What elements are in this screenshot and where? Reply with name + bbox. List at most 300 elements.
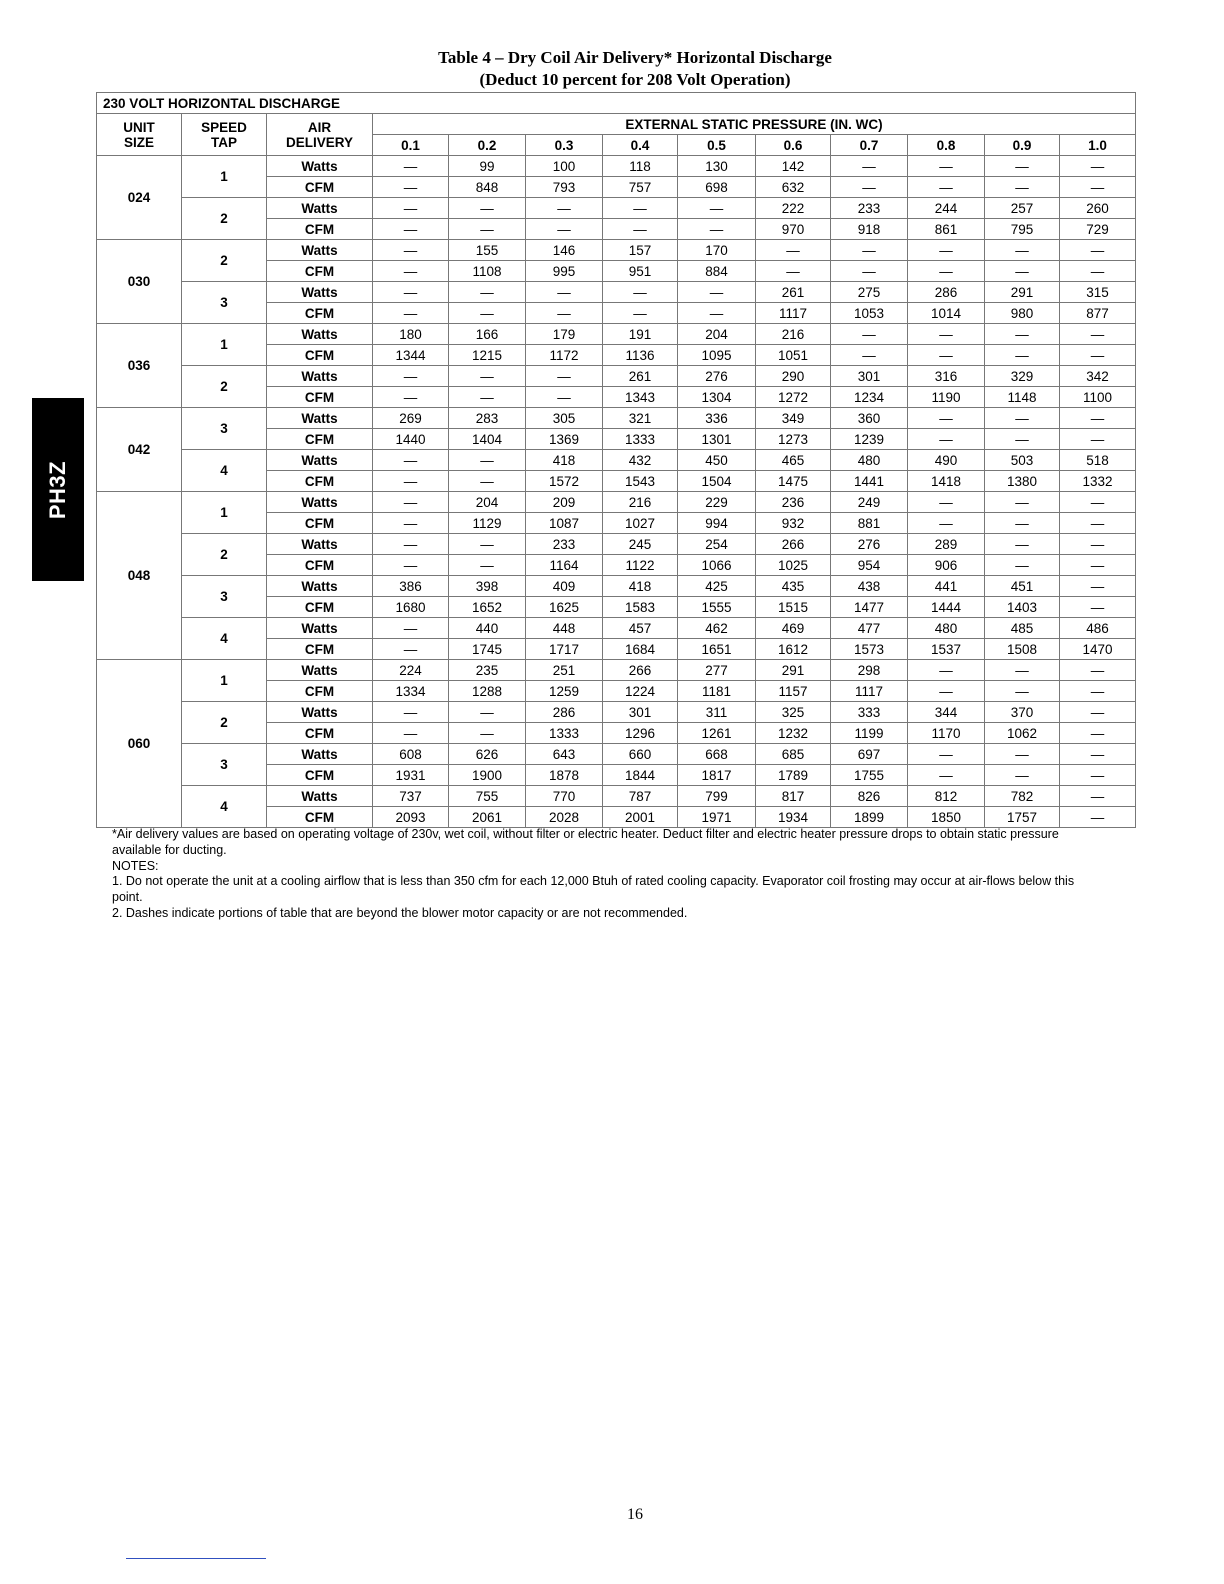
watts-value-cell: —	[831, 156, 908, 177]
cfm-value-cell: 1444	[908, 597, 985, 618]
watts-value-cell: 276	[831, 534, 908, 555]
cfm-value-cell: —	[373, 471, 449, 492]
watts-value-cell: —	[373, 492, 449, 513]
cfm-value-cell: —	[908, 177, 985, 198]
watts-value-cell: 485	[985, 618, 1060, 639]
cfm-value-cell: 1403	[985, 597, 1060, 618]
watts-value-cell: 441	[908, 576, 985, 597]
watts-label-cell: Watts	[267, 744, 373, 765]
table-row	[97, 786, 1136, 807]
watts-label-cell: Watts	[267, 618, 373, 639]
watts-value-cell: —	[373, 366, 449, 387]
watts-value-cell: 787	[603, 786, 678, 807]
cfm-value-cell: 1122	[603, 555, 678, 576]
watts-value-cell: —	[526, 198, 603, 219]
cfm-value-cell: —	[1060, 345, 1136, 366]
watts-value-cell: 266	[756, 534, 831, 555]
watts-value-cell: 668	[678, 744, 756, 765]
cfm-value-cell: 1612	[756, 639, 831, 660]
cfm-value-cell: 1931	[373, 765, 449, 786]
watts-value-cell: 155	[449, 240, 526, 261]
cfm-value-cell: 2093	[373, 807, 449, 828]
watts-value-cell: 170	[678, 240, 756, 261]
watts-value-cell: —	[373, 282, 449, 303]
unit-size-cell: 060	[97, 660, 182, 828]
watts-value-cell: 398	[449, 576, 526, 597]
cfm-value-cell: —	[908, 429, 985, 450]
cfm-value-cell: —	[831, 345, 908, 366]
notes-heading: NOTES:	[112, 858, 159, 873]
watts-value-cell: 204	[449, 492, 526, 513]
watts-value-cell: 316	[908, 366, 985, 387]
cfm-label-cell: CFM	[267, 555, 373, 576]
pressure-header: 0.4	[603, 135, 678, 156]
cfm-value-cell: 1332	[1060, 471, 1136, 492]
watts-value-cell: —	[449, 450, 526, 471]
cfm-value-cell: —	[985, 555, 1060, 576]
watts-value-cell: —	[1060, 534, 1136, 555]
watts-value-cell: 737	[373, 786, 449, 807]
watts-value-cell: 261	[756, 282, 831, 303]
cfm-value-cell: 1651	[678, 639, 756, 660]
cfm-value-cell: 1369	[526, 429, 603, 450]
cfm-label-cell: CFM	[267, 597, 373, 618]
watts-value-cell: 261	[603, 366, 678, 387]
cfm-value-cell: 1296	[603, 723, 678, 744]
speed-tap-cell: 3	[182, 282, 267, 324]
cfm-value-cell: 1680	[373, 597, 449, 618]
watts-value-cell: 166	[449, 324, 526, 345]
cfm-value-cell: —	[373, 261, 449, 282]
watts-value-cell: —	[985, 744, 1060, 765]
cfm-value-cell: 1573	[831, 639, 908, 660]
watts-value-cell: —	[603, 198, 678, 219]
watts-value-cell: 146	[526, 240, 603, 261]
cfm-value-cell: 1900	[449, 765, 526, 786]
speed-tap-cell: 4	[182, 618, 267, 660]
pressure-header: 0.7	[831, 135, 908, 156]
watts-value-cell: 286	[526, 702, 603, 723]
speed-tap-cell: 3	[182, 576, 267, 618]
cfm-value-cell: —	[373, 219, 449, 240]
table-row	[97, 156, 1136, 177]
cfm-label-cell: CFM	[267, 345, 373, 366]
watts-value-cell: 229	[678, 492, 756, 513]
watts-value-cell: 301	[603, 702, 678, 723]
pressure-header: 0.9	[985, 135, 1060, 156]
cfm-value-cell: 1418	[908, 471, 985, 492]
cfm-label-cell: CFM	[267, 723, 373, 744]
air-delivery-header: AIR DELIVERY	[267, 114, 373, 156]
cfm-value-cell: 1817	[678, 765, 756, 786]
cfm-value-cell: 1170	[908, 723, 985, 744]
cfm-value-cell: —	[373, 513, 449, 534]
cfm-value-cell: 793	[526, 177, 603, 198]
cfm-value-cell: 1844	[603, 765, 678, 786]
cfm-value-cell: 1789	[756, 765, 831, 786]
cfm-value-cell: 1971	[678, 807, 756, 828]
cfm-value-cell: —	[449, 471, 526, 492]
cfm-value-cell: 1684	[603, 639, 678, 660]
cfm-value-cell: 1344	[373, 345, 449, 366]
air-delivery-table	[96, 92, 1136, 828]
watts-value-cell: 342	[1060, 366, 1136, 387]
cfm-value-cell: 1652	[449, 597, 526, 618]
cfm-value-cell: —	[908, 765, 985, 786]
watts-value-cell: 142	[756, 156, 831, 177]
watts-value-cell: 301	[831, 366, 908, 387]
watts-value-cell: 480	[908, 618, 985, 639]
cfm-label-cell: CFM	[267, 471, 373, 492]
cfm-label-cell: CFM	[267, 387, 373, 408]
cfm-value-cell: 1572	[526, 471, 603, 492]
watts-value-cell: —	[985, 660, 1060, 681]
cfm-value-cell: 1014	[908, 303, 985, 324]
page-number: 16	[627, 1506, 643, 1523]
watts-value-cell: 448	[526, 618, 603, 639]
cfm-value-cell: 884	[678, 261, 756, 282]
cfm-value-cell: 1515	[756, 597, 831, 618]
watts-value-cell: 305	[526, 408, 603, 429]
watts-value-cell: 315	[1060, 282, 1136, 303]
watts-value-cell: 755	[449, 786, 526, 807]
watts-value-cell: —	[449, 534, 526, 555]
watts-value-cell: —	[908, 156, 985, 177]
cfm-value-cell: 1117	[756, 303, 831, 324]
cfm-value-cell: 906	[908, 555, 985, 576]
speed-tap-cell: 2	[182, 240, 267, 282]
watts-value-cell: 291	[985, 282, 1060, 303]
cfm-value-cell: 1537	[908, 639, 985, 660]
watts-value-cell: 435	[756, 576, 831, 597]
cfm-value-cell: 1100	[1060, 387, 1136, 408]
watts-value-cell: 254	[678, 534, 756, 555]
cfm-value-cell: 1129	[449, 513, 526, 534]
table-row	[97, 366, 1136, 387]
cfm-value-cell: 1234	[831, 387, 908, 408]
watts-value-cell: —	[1060, 786, 1136, 807]
watts-value-cell: —	[526, 366, 603, 387]
cfm-value-cell: —	[526, 387, 603, 408]
cfm-value-cell: 1199	[831, 723, 908, 744]
cfm-label-cell: CFM	[267, 303, 373, 324]
watts-value-cell: 130	[678, 156, 756, 177]
watts-value-cell: 216	[603, 492, 678, 513]
watts-value-cell: 457	[603, 618, 678, 639]
table-row	[97, 282, 1136, 303]
watts-label-cell: Watts	[267, 324, 373, 345]
cfm-value-cell: 881	[831, 513, 908, 534]
watts-value-cell: 118	[603, 156, 678, 177]
watts-value-cell: 325	[756, 702, 831, 723]
cfm-value-cell: 1232	[756, 723, 831, 744]
watts-value-cell: 244	[908, 198, 985, 219]
cfm-value-cell: —	[603, 219, 678, 240]
cfm-value-cell: —	[1060, 723, 1136, 744]
cfm-value-cell: —	[985, 177, 1060, 198]
cfm-value-cell: 795	[985, 219, 1060, 240]
watts-value-cell: 425	[678, 576, 756, 597]
cfm-value-cell: —	[1060, 807, 1136, 828]
cfm-value-cell: —	[1060, 765, 1136, 786]
cfm-value-cell: —	[908, 513, 985, 534]
cfm-value-cell: 1181	[678, 681, 756, 702]
cfm-value-cell: —	[1060, 681, 1136, 702]
cfm-value-cell: 995	[526, 261, 603, 282]
watts-value-cell: —	[678, 282, 756, 303]
watts-value-cell: 360	[831, 408, 908, 429]
watts-value-cell: —	[1060, 492, 1136, 513]
cfm-value-cell: 1755	[831, 765, 908, 786]
watts-label-cell: Watts	[267, 660, 373, 681]
cfm-value-cell: 1215	[449, 345, 526, 366]
cfm-label-cell: CFM	[267, 177, 373, 198]
watts-value-cell: 799	[678, 786, 756, 807]
cfm-value-cell: 1164	[526, 555, 603, 576]
cfm-value-cell: 994	[678, 513, 756, 534]
watts-label-cell: Watts	[267, 282, 373, 303]
cfm-value-cell: —	[1060, 513, 1136, 534]
cfm-value-cell: —	[756, 261, 831, 282]
cfm-label-cell: CFM	[267, 681, 373, 702]
speed-tap-cell: 2	[182, 534, 267, 576]
cfm-value-cell: 1441	[831, 471, 908, 492]
watts-value-cell: 626	[449, 744, 526, 765]
watts-value-cell: 311	[678, 702, 756, 723]
unit-size-cell: 030	[97, 240, 182, 324]
cfm-value-cell: 632	[756, 177, 831, 198]
watts-value-cell: 179	[526, 324, 603, 345]
watts-label-cell: Watts	[267, 576, 373, 597]
watts-value-cell: —	[985, 408, 1060, 429]
cfm-label-cell: CFM	[267, 807, 373, 828]
cfm-value-cell: 1066	[678, 555, 756, 576]
watts-value-cell: 477	[831, 618, 908, 639]
watts-value-cell: —	[1060, 240, 1136, 261]
watts-value-cell: —	[908, 324, 985, 345]
unit-size-cell: 048	[97, 492, 182, 660]
watts-value-cell: 233	[831, 198, 908, 219]
cfm-value-cell: —	[985, 513, 1060, 534]
cfm-value-cell: 1051	[756, 345, 831, 366]
watts-value-cell: 782	[985, 786, 1060, 807]
watts-value-cell: 469	[756, 618, 831, 639]
watts-value-cell: —	[1060, 408, 1136, 429]
watts-value-cell: 697	[831, 744, 908, 765]
watts-value-cell: 180	[373, 324, 449, 345]
table-row	[97, 324, 1136, 345]
table-row	[97, 408, 1136, 429]
cfm-value-cell: —	[1060, 555, 1136, 576]
watts-value-cell: —	[1060, 324, 1136, 345]
cfm-value-cell: —	[908, 345, 985, 366]
cfm-value-cell: —	[1060, 261, 1136, 282]
cfm-value-cell: 1095	[678, 345, 756, 366]
cfm-value-cell: 1190	[908, 387, 985, 408]
watts-value-cell: 283	[449, 408, 526, 429]
cfm-value-cell: —	[373, 639, 449, 660]
note-1: 1. Do not operate the unit at a cooling airflow that is less than 350 cfm for each 12,000 Btuh of rated cooling capacity. Evaporator coil frosting may occur at air-flows below this point.	[112, 874, 1075, 905]
cfm-value-cell: 1745	[449, 639, 526, 660]
speed-tap-cell: 3	[182, 408, 267, 450]
table-title: Table 4 – Dry Coil Air Delivery* Horizontal Discharge	[438, 48, 832, 67]
watts-value-cell: 100	[526, 156, 603, 177]
cfm-value-cell: 698	[678, 177, 756, 198]
watts-label-cell: Watts	[267, 450, 373, 471]
speed-tap-cell: 4	[182, 786, 267, 828]
watts-value-cell: —	[1060, 660, 1136, 681]
watts-value-cell: 490	[908, 450, 985, 471]
cfm-value-cell: 951	[603, 261, 678, 282]
cfm-value-cell: —	[449, 303, 526, 324]
speed-tap-cell: 4	[182, 450, 267, 492]
cfm-value-cell: 1239	[831, 429, 908, 450]
cfm-value-cell: 1583	[603, 597, 678, 618]
watts-value-cell: 257	[985, 198, 1060, 219]
speed-tap-cell: 2	[182, 198, 267, 240]
watts-value-cell: —	[908, 660, 985, 681]
cfm-label-cell: CFM	[267, 261, 373, 282]
watts-value-cell: 233	[526, 534, 603, 555]
watts-value-cell: —	[526, 282, 603, 303]
cfm-value-cell: 1899	[831, 807, 908, 828]
cfm-value-cell: 1301	[678, 429, 756, 450]
cfm-value-cell: —	[908, 261, 985, 282]
watts-value-cell: 333	[831, 702, 908, 723]
watts-label-cell: Watts	[267, 366, 373, 387]
speed-tap-cell: 1	[182, 324, 267, 366]
watts-value-cell: 245	[603, 534, 678, 555]
watts-value-cell: —	[603, 282, 678, 303]
cfm-value-cell: —	[373, 723, 449, 744]
cfm-value-cell: 848	[449, 177, 526, 198]
asterisk-note: *Air delivery values are based on operating voltage of 230v, wet coil, without filter or electric heater. Deduct filter and electric heater pressure drops to obtain static pressure available for ducting.	[112, 827, 1059, 857]
watts-value-cell: —	[831, 240, 908, 261]
cfm-value-cell: 1261	[678, 723, 756, 744]
cfm-label-cell: CFM	[267, 765, 373, 786]
cfm-value-cell: 1172	[526, 345, 603, 366]
cfm-value-cell: —	[373, 555, 449, 576]
cfm-label-cell: CFM	[267, 429, 373, 450]
cfm-value-cell: 1934	[756, 807, 831, 828]
cfm-value-cell: —	[678, 303, 756, 324]
cfm-value-cell: 1117	[831, 681, 908, 702]
watts-value-cell: 349	[756, 408, 831, 429]
cfm-value-cell: 1333	[603, 429, 678, 450]
table-row	[97, 618, 1136, 639]
cfm-value-cell: —	[985, 681, 1060, 702]
watts-value-cell: 251	[526, 660, 603, 681]
watts-value-cell: 216	[756, 324, 831, 345]
watts-value-cell: 266	[603, 660, 678, 681]
watts-value-cell: —	[678, 198, 756, 219]
watts-value-cell: 286	[908, 282, 985, 303]
watts-value-cell: 370	[985, 702, 1060, 723]
cfm-value-cell: —	[831, 177, 908, 198]
speed-tap-cell: 1	[182, 156, 267, 198]
cfm-value-cell: 1757	[985, 807, 1060, 828]
watts-value-cell: 450	[678, 450, 756, 471]
watts-value-cell: 291	[756, 660, 831, 681]
cfm-value-cell: 932	[756, 513, 831, 534]
speed-tap-cell: 2	[182, 366, 267, 408]
watts-value-cell: —	[373, 156, 449, 177]
cfm-value-cell: 2061	[449, 807, 526, 828]
watts-value-cell: 480	[831, 450, 908, 471]
watts-value-cell: 486	[1060, 618, 1136, 639]
speed-tap-cell: 2	[182, 702, 267, 744]
watts-value-cell: —	[373, 618, 449, 639]
watts-value-cell: —	[831, 324, 908, 345]
watts-value-cell: 465	[756, 450, 831, 471]
watts-value-cell: 462	[678, 618, 756, 639]
cfm-value-cell: 1380	[985, 471, 1060, 492]
table-row	[97, 660, 1136, 681]
cfm-value-cell: 1404	[449, 429, 526, 450]
watts-value-cell: 290	[756, 366, 831, 387]
cfm-label-cell: CFM	[267, 513, 373, 534]
watts-label-cell: Watts	[267, 156, 373, 177]
watts-value-cell: —	[449, 282, 526, 303]
watts-value-cell: 157	[603, 240, 678, 261]
watts-value-cell: —	[373, 240, 449, 261]
footnotes	[112, 827, 1102, 922]
watts-value-cell: 518	[1060, 450, 1136, 471]
speed-tap-cell: 3	[182, 744, 267, 786]
cfm-value-cell: 1440	[373, 429, 449, 450]
watts-value-cell: —	[1060, 744, 1136, 765]
cfm-value-cell: —	[373, 387, 449, 408]
unit-size-cell: 042	[97, 408, 182, 492]
cfm-value-cell: 1053	[831, 303, 908, 324]
watts-value-cell: 204	[678, 324, 756, 345]
watts-label-cell: Watts	[267, 702, 373, 723]
watts-value-cell: 817	[756, 786, 831, 807]
cfm-value-cell: 861	[908, 219, 985, 240]
table-row	[97, 240, 1136, 261]
esp-header: EXTERNAL STATIC PRESSURE (IN. WC)	[373, 114, 1136, 135]
cfm-value-cell: 1273	[756, 429, 831, 450]
side-tab-label: PH3Z	[45, 460, 70, 519]
pressure-header: 0.5	[678, 135, 756, 156]
pressure-header: 0.2	[449, 135, 526, 156]
cfm-value-cell: 1087	[526, 513, 603, 534]
cfm-value-cell: 918	[831, 219, 908, 240]
cfm-value-cell: 1343	[603, 387, 678, 408]
cfm-value-cell: —	[985, 261, 1060, 282]
cfm-value-cell: 1504	[678, 471, 756, 492]
watts-value-cell: 222	[756, 198, 831, 219]
table-row	[97, 576, 1136, 597]
watts-value-cell: 99	[449, 156, 526, 177]
cfm-value-cell: 1477	[831, 597, 908, 618]
cfm-value-cell: 1850	[908, 807, 985, 828]
watts-value-cell: —	[373, 450, 449, 471]
cfm-value-cell: 1288	[449, 681, 526, 702]
cfm-value-cell: 1470	[1060, 639, 1136, 660]
watts-value-cell: 608	[373, 744, 449, 765]
pressure-header: 0.6	[756, 135, 831, 156]
watts-value-cell: 685	[756, 744, 831, 765]
watts-label-cell: Watts	[267, 534, 373, 555]
watts-value-cell: —	[1060, 576, 1136, 597]
watts-value-cell: 386	[373, 576, 449, 597]
cfm-value-cell: —	[373, 303, 449, 324]
speed-tap-cell: 1	[182, 492, 267, 534]
cfm-value-cell: —	[526, 219, 603, 240]
cfm-value-cell: 1475	[756, 471, 831, 492]
speed-tap-header: SPEED TAP	[182, 114, 267, 156]
